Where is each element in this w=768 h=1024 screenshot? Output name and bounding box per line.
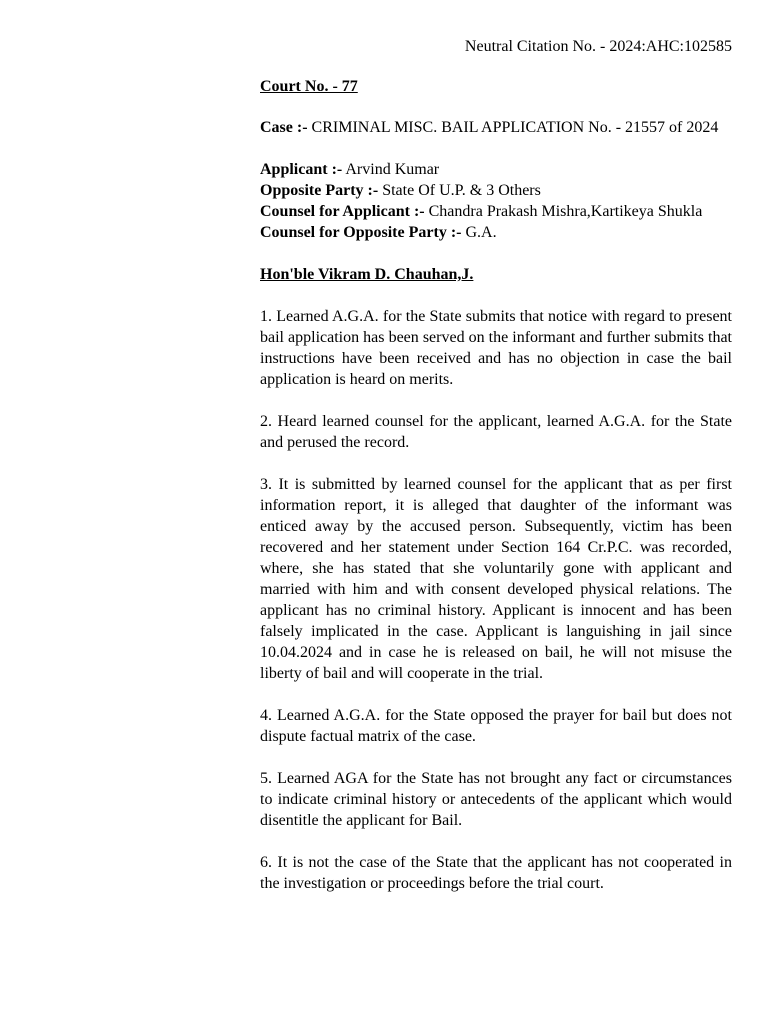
applicant-value: Arvind Kumar [345, 161, 440, 178]
order-content [260, 76, 732, 915]
opposite-party-value: State Of U.P. & 3 Others [382, 182, 541, 199]
applicant-line [260, 159, 732, 180]
neutral-citation: Neutral Citation No. - 2024:AHC:102585 [464, 38, 732, 55]
counsel-opposite-value: G.A. [465, 224, 497, 241]
counsel-applicant-line [260, 201, 732, 222]
case-value: CRIMINAL MISC. BAIL APPLICATION No. - 21557 of 2024 [311, 119, 719, 136]
case-label: Case :- [260, 119, 308, 136]
court-number: Court No. - 77 [260, 78, 358, 95]
paragraph-6: 6. It is not the case of the State that the applicant has not cooperated in the investigation or proceedings before the trial court. [260, 854, 732, 892]
applicant-label: Applicant :- [260, 161, 343, 178]
parties-block [260, 159, 732, 243]
paragraph-2: 2. Heard learned counsel for the applicant, learned A.G.A. for the State and perused the record. [260, 413, 732, 451]
counsel-applicant-label: Counsel for Applicant :- [260, 203, 425, 220]
paragraph-5: 5. Learned AGA for the State has not brought any fact or circumstances to indicate criminal history or antecedents of the applicant which would disentitle the applicant for Bail. [260, 770, 732, 829]
paragraph-1: 1. Learned A.G.A. for the State submits that notice with regard to present bail application has been served on the informant and further submits that instructions have been received and has no objection in case the bail application is heard on merits. [260, 308, 732, 388]
counsel-opposite-label: Counsel for Opposite Party :- [260, 224, 462, 241]
opposite-party-line [260, 180, 732, 201]
paragraph-4: 4. Learned A.G.A. for the State opposed the prayer for bail but does not dispute factual matrix of the case. [260, 707, 732, 745]
counsel-applicant-value: Chandra Prakash Mishra,Kartikeya Shukla [428, 203, 703, 220]
opposite-party-label: Opposite Party :- [260, 182, 379, 199]
judge-name: Hon'ble Vikram D. Chauhan,J. [260, 266, 474, 283]
case-block [260, 117, 732, 138]
counsel-opposite-line [260, 222, 732, 243]
paragraph-3: 3. It is submitted by learned counsel for the applicant that as per first information report, it is alleged that daughter of the informant was enticed away by the accused person. Subsequently, victim has been recovered and her statement under Section 164 Cr.P.C. was recorded, where, she has stated that she voluntarily gone with applicant and married with him and with consent developed physical relations. The applicant has no criminal history. Applicant is innocent and has been falsely implicated in the case. Applicant is languishing in jail since 10.04.2024 and in case he is released on bail, he will not misuse the liberty of bail and will cooperate in the trial. [260, 476, 732, 682]
